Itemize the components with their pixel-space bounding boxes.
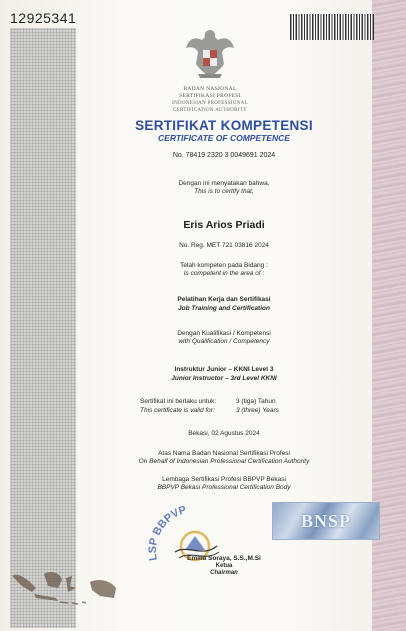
behalf-id: Atas Nama Badan Nasional Sertifikasi Profesi (158, 450, 290, 457)
registration-number: No. Reg. MET 721 03816 2024 (179, 242, 269, 249)
behalf-en: On Behalf of Indonesian Professional Certification Authority (138, 458, 310, 465)
qualification-id: Dengan Kualifikasi / Kompetensi (177, 330, 271, 337)
bnsp-hologram: BNSP (272, 502, 380, 540)
place-date: Bekasi, 02 Agustus 2024 (188, 430, 260, 437)
svg-text:LSP BBPVP: LSP BBPVP (146, 504, 188, 562)
barcode (290, 14, 374, 40)
certify-id: Dengan ini menyatakan bahwa, (178, 180, 270, 187)
certify-en: This is to certify that, (194, 188, 254, 195)
certification-body-id: Lembaga Sertifikasi Profesi BBPVP Bekasi (162, 476, 286, 483)
qualification-en: with Qualification / Competency (178, 338, 270, 345)
indonesia-map-icon (10, 568, 120, 610)
security-pattern-strip (10, 28, 76, 628)
validity-en: This certificate is valid for: 3 (three) Years (140, 407, 279, 414)
field-id: Pelatihan Kerja dan Sertifikasi (177, 296, 271, 303)
field-en: Job Training and Certification (178, 305, 270, 312)
signatory-title-id: Ketua (215, 563, 233, 569)
certificate-number: No. 78419 2320 3 0049691 2024 (172, 152, 276, 159)
certificate-title: SERTIFIKAT KOMPETENSI (135, 118, 313, 133)
validity-id: Sertifikat ini berlaku untuk: 3 (tiga) Tahun (140, 398, 276, 405)
holder-name: Eris Arios Priadi (183, 219, 265, 231)
area-id: Telah kompeten pada Bidang : (180, 262, 268, 269)
level-en: Junior Instructor – 3rd Level KKNI (171, 375, 277, 382)
garuda-emblem-icon (184, 26, 236, 82)
signatory-name: Emilia Soraya, S.S.,M.Si (187, 555, 261, 562)
serial-number: 12925341 (10, 10, 77, 26)
agency-name: BADAN NASIONAL SERTIFIKASI PROFESI INDONESIAN PROFESSIONAL CERTIFICATION AUTHORITY (172, 86, 248, 113)
level-id: Instruktur Junior – KKNI Level 3 (174, 366, 274, 373)
certificate-subtitle: CERTIFICATE OF COMPETENCE (158, 133, 290, 143)
signatory-title-en: Chairman (210, 570, 238, 576)
certification-body-en: BBPVP Bekasi Professional Certification Body (157, 484, 291, 491)
area-en: Is competent in the area of : (183, 270, 265, 277)
